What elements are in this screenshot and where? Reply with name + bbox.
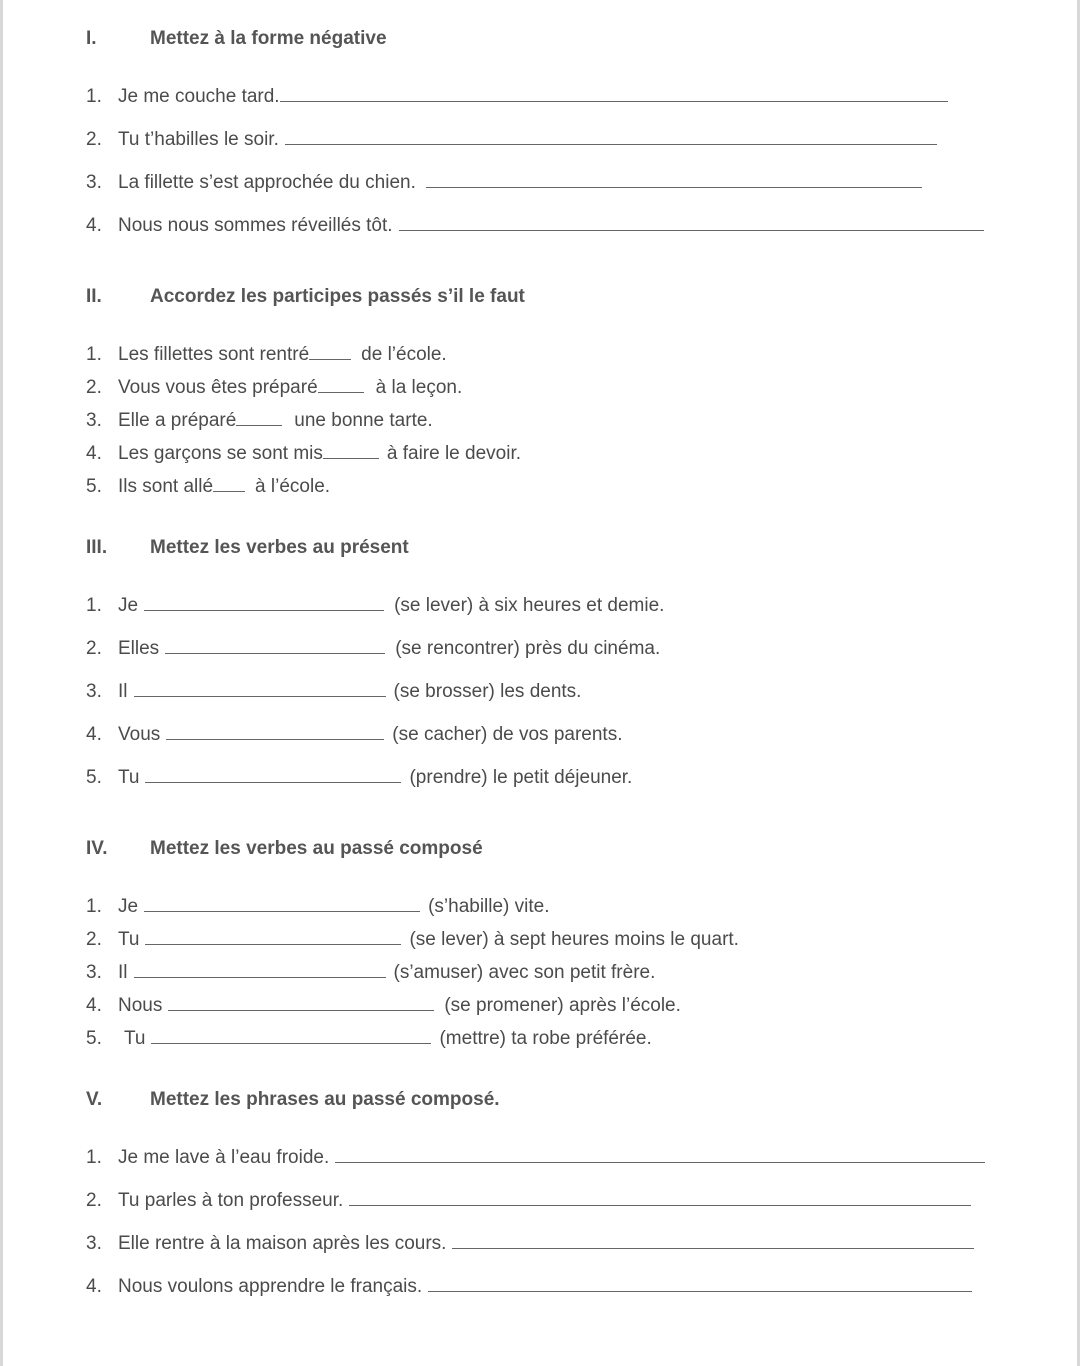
answer-blank[interactable] xyxy=(134,976,386,978)
section-heading-2 xyxy=(86,286,525,308)
exercise-item xyxy=(86,724,622,746)
item-text-after: (se rencontrer) près du cinéma. xyxy=(395,638,661,659)
answer-blank[interactable] xyxy=(236,424,282,426)
item-text: Il xyxy=(118,681,128,702)
section-number: III. xyxy=(86,537,108,558)
section-heading-1 xyxy=(86,28,387,50)
exercise-item xyxy=(86,129,937,151)
section-title: Mettez les verbes au présent xyxy=(150,537,409,558)
exercise-item xyxy=(86,681,581,703)
item-number: 1. xyxy=(86,344,102,365)
answer-blank[interactable] xyxy=(318,391,364,393)
item-number: 4. xyxy=(86,724,102,745)
item-number: 2. xyxy=(86,377,102,398)
exercise-item xyxy=(86,443,521,465)
item-number: 3. xyxy=(86,681,102,702)
exercise-item xyxy=(86,1028,652,1050)
section-number: II. xyxy=(86,286,102,307)
item-text: Ils sont allé xyxy=(118,476,214,497)
answer-blank[interactable] xyxy=(145,781,401,783)
answer-blank[interactable] xyxy=(426,186,922,188)
item-text: Elles xyxy=(118,638,160,659)
answer-blank[interactable] xyxy=(151,1042,431,1044)
exercise-item xyxy=(86,1233,974,1255)
exercise-item xyxy=(86,638,660,660)
item-text-after: (mettre) ta robe préférée. xyxy=(439,1028,652,1049)
item-text-after: à la leçon. xyxy=(375,377,463,398)
exercise-item xyxy=(86,595,664,617)
item-number: 4. xyxy=(86,215,102,236)
answer-blank[interactable] xyxy=(144,910,420,912)
item-number: 2. xyxy=(86,129,102,150)
item-text-after: à l’école. xyxy=(255,476,331,497)
page-edge-left xyxy=(0,0,3,1366)
item-number: 3. xyxy=(86,410,102,431)
answer-blank[interactable] xyxy=(144,609,384,611)
item-text: Nous nous sommes réveillés tôt. xyxy=(118,215,393,236)
item-number: 1. xyxy=(86,86,102,107)
exercise-item xyxy=(86,995,681,1017)
item-text-after: à faire le devoir. xyxy=(386,443,522,464)
item-number: 5. xyxy=(86,476,102,497)
item-number: 4. xyxy=(86,1276,102,1297)
item-text: Elle a préparé xyxy=(118,410,237,431)
exercise-item xyxy=(86,410,433,432)
item-text-after: (se lever) à sept heures moins le quart. xyxy=(409,929,739,950)
item-number: 5. xyxy=(86,767,102,788)
item-text-after: (se cacher) de vos parents. xyxy=(392,724,623,745)
item-text: Les garçons se sont mis xyxy=(118,443,323,464)
item-text: Tu parles à ton professeur. xyxy=(118,1190,344,1211)
answer-blank[interactable] xyxy=(452,1247,974,1249)
answer-blank[interactable] xyxy=(323,457,379,459)
item-text: Vous vous êtes préparé xyxy=(118,377,318,398)
section-number: IV. xyxy=(86,838,108,859)
item-text: Tu xyxy=(118,767,140,788)
item-number: 4. xyxy=(86,995,102,1016)
item-number: 5. xyxy=(86,1028,102,1049)
exercise-item xyxy=(86,1276,972,1298)
section-title: Mettez les phrases au passé composé. xyxy=(150,1089,500,1110)
item-text: Nous xyxy=(118,995,163,1016)
exercise-item xyxy=(86,377,462,399)
exercise-item xyxy=(86,962,655,984)
answer-blank[interactable] xyxy=(309,358,351,360)
item-text-after: de l’école. xyxy=(361,344,447,365)
section-number: I. xyxy=(86,28,97,49)
item-text: Vous xyxy=(118,724,161,745)
exercise-item xyxy=(86,1147,985,1169)
answer-blank[interactable] xyxy=(145,943,401,945)
exercise-item xyxy=(86,767,632,789)
item-number: 1. xyxy=(86,595,102,616)
item-text-after: (prendre) le petit déjeuner. xyxy=(409,767,633,788)
exercise-item xyxy=(86,896,550,918)
item-number: 4. xyxy=(86,443,102,464)
answer-blank[interactable] xyxy=(166,738,384,740)
item-text: La fillette s’est approchée du chien. xyxy=(118,172,416,193)
item-text: Je xyxy=(118,595,139,616)
item-text: Tu xyxy=(124,1028,146,1049)
answer-blank[interactable] xyxy=(428,1290,972,1292)
exercise-item xyxy=(86,172,922,194)
answer-blank[interactable] xyxy=(213,490,245,492)
section-number: V. xyxy=(86,1089,103,1110)
answer-blank[interactable] xyxy=(399,229,984,231)
answer-blank[interactable] xyxy=(165,652,385,654)
exercise-item xyxy=(86,1190,971,1212)
section-heading-4 xyxy=(86,838,483,860)
section-heading-3 xyxy=(86,537,409,559)
section-title: Mettez les verbes au passé composé xyxy=(150,838,483,859)
item-text: Tu t’habilles le soir. xyxy=(118,129,279,150)
item-number: 1. xyxy=(86,896,102,917)
item-text-after: (se brosser) les dents. xyxy=(393,681,582,702)
item-number: 3. xyxy=(86,1233,102,1254)
answer-blank[interactable] xyxy=(285,143,937,145)
exercise-item xyxy=(86,344,447,366)
section-title: Accordez les participes passés s’il le faut xyxy=(150,286,525,307)
section-title: Mettez à la forme négative xyxy=(150,28,387,49)
item-text: Je me couche tard. xyxy=(118,86,280,107)
item-number: 3. xyxy=(86,962,102,983)
item-text-after: (se lever) à six heures et demie. xyxy=(394,595,665,616)
item-text-after: (s’habille) vite. xyxy=(428,896,550,917)
answer-blank[interactable] xyxy=(280,100,948,102)
item-text: Je xyxy=(118,896,139,917)
answer-blank[interactable] xyxy=(168,1009,434,1011)
item-text: Tu xyxy=(118,929,140,950)
item-number: 2. xyxy=(86,1190,102,1211)
exercise-item xyxy=(86,86,948,108)
item-text-after: (se promener) après l’école. xyxy=(444,995,681,1016)
item-number: 1. xyxy=(86,1147,102,1168)
item-text-after: une bonne tarte. xyxy=(294,410,433,431)
item-text: Je me lave à l’eau froide. xyxy=(118,1147,330,1168)
item-text: Il xyxy=(118,962,128,983)
section-heading-5 xyxy=(86,1089,500,1111)
exercise-item xyxy=(86,215,984,237)
item-text: Les fillettes sont rentré xyxy=(118,344,310,365)
item-text: Nous voulons apprendre le français. xyxy=(118,1276,423,1297)
exercise-item xyxy=(86,929,739,951)
item-text-after: (s’amuser) avec son petit frère. xyxy=(393,962,656,983)
answer-blank[interactable] xyxy=(335,1161,985,1163)
item-text: Elle rentre à la maison après les cours. xyxy=(118,1233,447,1254)
item-number: 3. xyxy=(86,172,102,193)
item-number: 2. xyxy=(86,929,102,950)
answer-blank[interactable] xyxy=(349,1204,971,1206)
answer-blank[interactable] xyxy=(134,695,386,697)
item-number: 2. xyxy=(86,638,102,659)
exercise-item xyxy=(86,476,330,498)
